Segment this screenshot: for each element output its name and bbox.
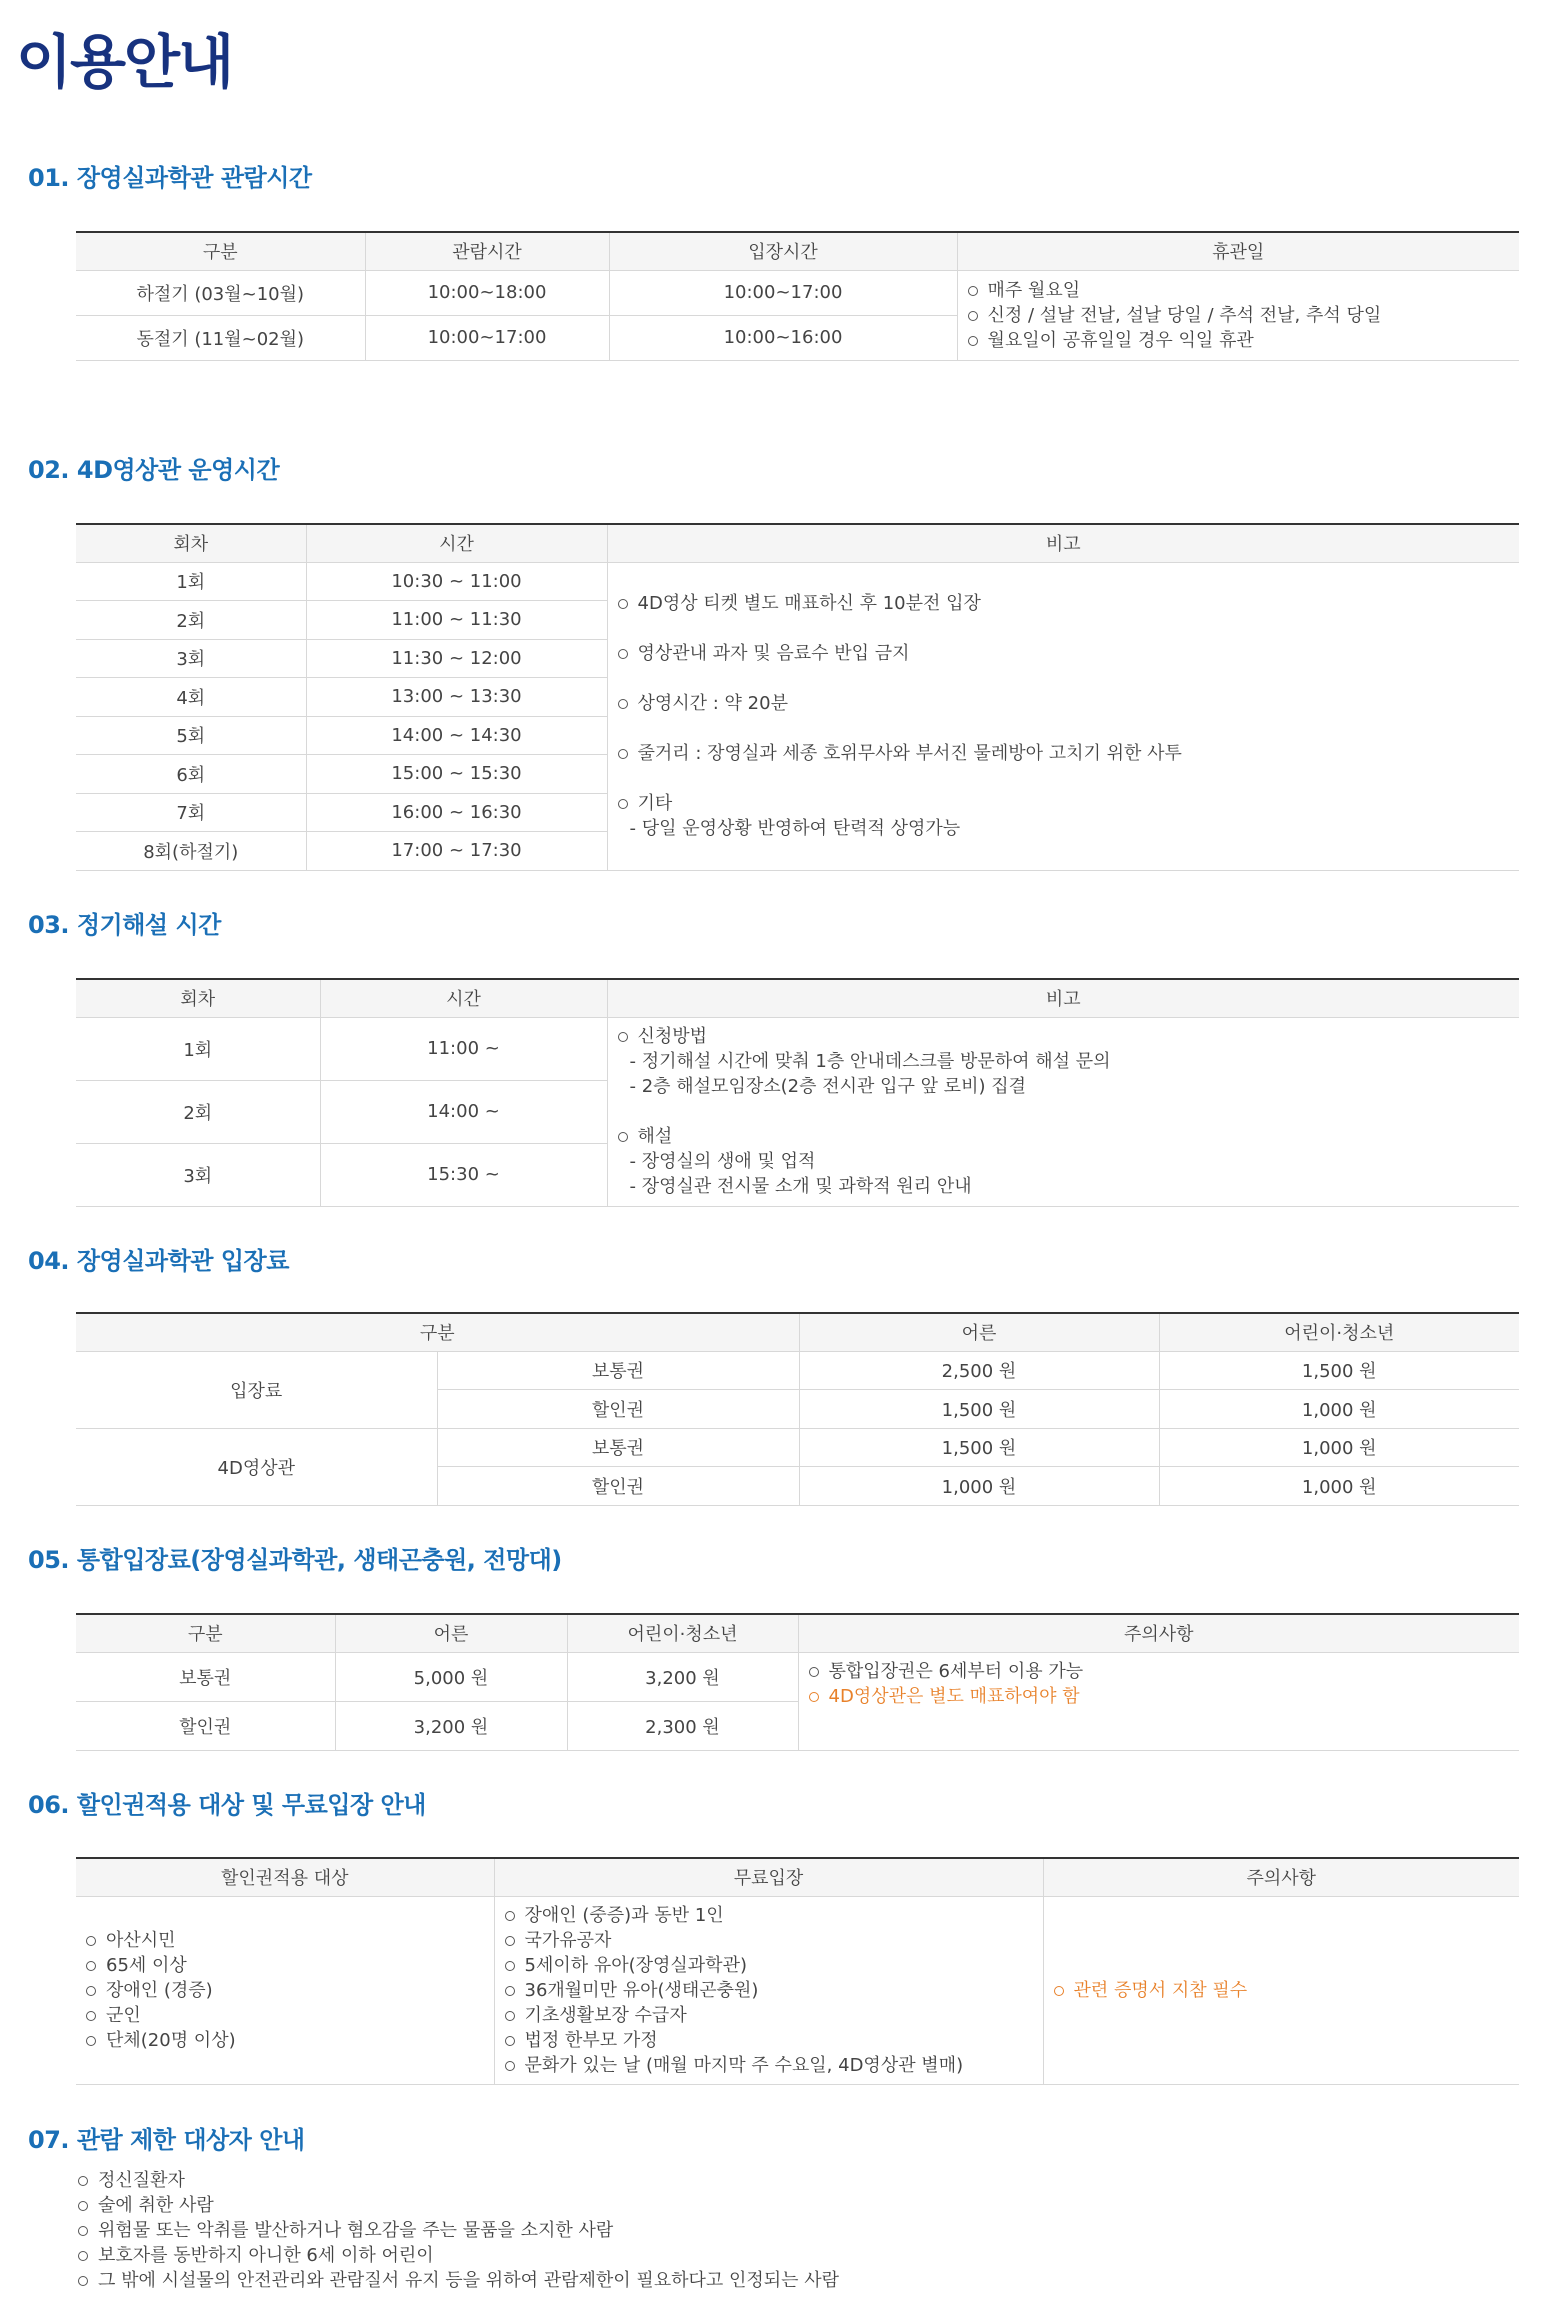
col-header: 시간: [320, 979, 607, 1017]
free-item: 기초생활보장 수급자: [505, 2003, 1043, 2028]
restricted-item: 그 밖에 시설물의 안전관리와 관람질서 유지 등을 위하여 관람제한이 필요하다고 인정되는 사람: [78, 2268, 839, 2293]
free-item: 36개월미만 유아(생태곤충원): [505, 1978, 1043, 2003]
round: 8회(하절기): [76, 832, 306, 871]
table-row: [76, 1428, 1519, 1467]
season-label: 하절기 (03월~10월): [76, 270, 365, 315]
ticket-type: 보통권: [437, 1428, 799, 1467]
section-2-title: 02. 4D영상관 운영시간: [28, 456, 280, 484]
round: 1회: [76, 1017, 320, 1080]
notes-cell: [607, 562, 1519, 870]
time: 15:30 ~: [320, 1143, 607, 1206]
col-header: 어린이·청소년: [1159, 1313, 1519, 1351]
restricted-list: [78, 2168, 839, 2293]
round: 2회: [76, 1080, 320, 1143]
restricted-item: 보호자를 동반하지 아니한 6세 이하 어린이: [78, 2243, 839, 2268]
note-item: 영상관내 과자 및 음료수 반입 금지: [618, 641, 1520, 666]
child-fee: 1,000 원: [1159, 1390, 1519, 1429]
section-4-title: 04. 장영실과학관 입장료: [28, 1247, 289, 1275]
ticket-type: 할인권: [437, 1467, 799, 1506]
col-header: 주의사항: [1043, 1858, 1519, 1896]
time: 11:00 ~ 11:30: [306, 601, 607, 640]
view-time: 10:00~18:00: [365, 270, 609, 315]
col-header: 무료입장: [494, 1858, 1043, 1896]
col-header: 구분: [76, 1313, 799, 1351]
adult-fee: 1,500 원: [799, 1390, 1159, 1429]
child-fee: 1,000 원: [1159, 1428, 1519, 1467]
free-item: 장애인 (중증)과 동반 1인: [505, 1903, 1043, 1928]
time: 14:00 ~: [320, 1080, 607, 1143]
round: 4회: [76, 678, 306, 717]
section-7-header: [28, 2125, 1518, 2155]
note-item: 기타: [618, 791, 1520, 816]
ticket-type: 할인권: [437, 1390, 799, 1429]
time: 17:00 ~ 17:30: [306, 832, 607, 871]
note-item: 줄거리 : 장영실과 세종 호위무사와 부서진 물레방아 고치기 위한 사투: [618, 741, 1520, 766]
note-subitem: - 장영실관 전시물 소개 및 과학적 원리 안내: [629, 1176, 972, 1197]
closed-day-item: 매주 월요일: [968, 278, 1520, 303]
time: 13:00 ~ 13:30: [306, 678, 607, 717]
restricted-item: 술에 취한 사람: [78, 2193, 839, 2218]
col-header: 주의사항: [798, 1614, 1519, 1652]
page-title: 이용안내: [16, 28, 233, 96]
table-row: [76, 270, 1519, 315]
fee-group: 4D영상관: [76, 1428, 437, 1505]
table-row: [76, 1652, 1519, 1701]
note-subitem: - 2층 해설모임장소(2층 전시관 입구 앞 로비) 집결: [629, 1076, 1026, 1097]
season-label: 동절기 (11월~02월): [76, 315, 365, 360]
section-7-title: 07. 관람 제한 대상자 안내: [28, 2126, 305, 2154]
4d-theater-table: [76, 523, 1519, 871]
discount-item: 65세 이상: [86, 1953, 494, 1978]
time: 10:30 ~ 11:00: [306, 562, 607, 601]
section-6-header: [28, 1790, 1518, 1820]
adult-fee: 1,500 원: [799, 1428, 1159, 1467]
table-row: [76, 562, 1519, 601]
col-header: 구분: [76, 1614, 335, 1652]
note-item-highlight: 4D영상관은 별도 매표하여야 함: [809, 1684, 1520, 1709]
child-fee: 2,300 원: [567, 1701, 798, 1750]
free-item: 법정 한부모 가정: [505, 2028, 1043, 2053]
section-3-title: 03. 정기해설 시간: [28, 911, 221, 939]
child-fee: 3,200 원: [567, 1652, 798, 1701]
guided-tour-table: [76, 978, 1519, 1207]
ticket-type: 보통권: [437, 1351, 799, 1390]
entry-time: 10:00~16:00: [609, 315, 957, 360]
round: 7회: [76, 793, 306, 832]
note-subitem: - 정기해설 시간에 맞춰 1층 안내데스크를 방문하여 해설 문의: [629, 1051, 1111, 1072]
discount-item: 단체(20명 이상): [86, 2028, 494, 2053]
table-header-row: [76, 1614, 1519, 1652]
note-subitem: - 당일 운영상황 반영하여 탄력적 상영가능: [629, 818, 961, 839]
view-time: 10:00~17:00: [365, 315, 609, 360]
col-header: 구분: [76, 232, 365, 270]
viewing-hours-table: [76, 231, 1519, 361]
entry-time: 10:00~17:00: [609, 270, 957, 315]
round: 3회: [76, 639, 306, 678]
round: 2회: [76, 601, 306, 640]
combined-ticket-table: [76, 1613, 1519, 1751]
note-item: 신청방법: [618, 1024, 1520, 1049]
caution-cell: [1043, 1896, 1519, 2084]
notes-cell: [607, 1017, 1519, 1206]
discount-list-cell: [76, 1896, 494, 2084]
col-header: 휴관일: [957, 232, 1519, 270]
restricted-item: 정신질환자: [78, 2168, 839, 2193]
round: 6회: [76, 755, 306, 794]
discount-item: 군인: [86, 2003, 494, 2028]
fee-group: 입장료: [76, 1351, 437, 1428]
col-header: 관람시간: [365, 232, 609, 270]
caution-item: 관련 증명서 지참 필수: [1054, 1978, 1520, 2003]
time: 11:30 ~ 12:00: [306, 639, 607, 678]
free-item: 국가유공자: [505, 1928, 1043, 1953]
table-header-row: [76, 1313, 1519, 1351]
section-1-header: [28, 163, 1518, 193]
col-header: 어른: [799, 1313, 1159, 1351]
ticket-type: 할인권: [76, 1701, 335, 1750]
note-item: 4D영상 티켓 별도 매표하신 후 10분전 입장: [618, 591, 1520, 616]
section-6-title: 06. 할인권적용 대상 및 무료입장 안내: [28, 1791, 426, 1819]
round: 1회: [76, 562, 306, 601]
col-header: 회차: [76, 979, 320, 1017]
col-header: 입장시간: [609, 232, 957, 270]
discount-item: 장애인 (경증): [86, 1978, 494, 2003]
section-2-header: [28, 455, 1518, 485]
free-item: 5세이하 유아(장영실과학관): [505, 1953, 1043, 1978]
closed-day-item: 신정 / 설날 전날, 설날 당일 / 추석 전날, 추석 당일: [968, 303, 1520, 328]
col-header: 회차: [76, 524, 306, 562]
time: 15:00 ~ 15:30: [306, 755, 607, 794]
table-header-row: [76, 979, 1519, 1017]
section-1-title: 01. 장영실과학관 관람시간: [28, 164, 312, 192]
note-item: 상영시간 : 약 20분: [618, 691, 1520, 716]
col-header: 어린이·청소년: [567, 1614, 798, 1652]
note-subitem: - 장영실의 생애 및 업적: [629, 1151, 816, 1172]
table-header-row: [76, 524, 1519, 562]
col-header: 비고: [607, 979, 1519, 1017]
child-fee: 1,500 원: [1159, 1351, 1519, 1390]
col-header: 시간: [306, 524, 607, 562]
ticket-type: 보통권: [76, 1652, 335, 1701]
col-header: 비고: [607, 524, 1519, 562]
note-item: 해설: [618, 1124, 1520, 1149]
section-4-header: [28, 1246, 1518, 1276]
discount-item: 아산시민: [86, 1928, 494, 1953]
section-3-header: [28, 910, 1518, 940]
note-item: 통합입장권은 6세부터 이용 가능: [809, 1659, 1520, 1684]
closed-day-item: 월요일이 공휴일일 경우 익일 휴관: [968, 328, 1520, 353]
notes-cell: [798, 1652, 1519, 1750]
adult-fee: 3,200 원: [335, 1701, 567, 1750]
child-fee: 1,000 원: [1159, 1467, 1519, 1506]
round: 3회: [76, 1143, 320, 1206]
table-row: [76, 1017, 1519, 1080]
table-header-row: [76, 232, 1519, 270]
free-list-cell: [494, 1896, 1043, 2084]
col-header: 할인권적용 대상: [76, 1858, 494, 1896]
admission-fee-table: [76, 1312, 1519, 1506]
time: 11:00 ~: [320, 1017, 607, 1080]
restricted-item: 위험물 또는 악취를 발산하거나 혐오감을 주는 물품을 소지한 사람: [78, 2218, 839, 2243]
col-header: 어른: [335, 1614, 567, 1652]
time: 14:00 ~ 14:30: [306, 716, 607, 755]
section-5-header: [28, 1545, 1518, 1575]
adult-fee: 5,000 원: [335, 1652, 567, 1701]
adult-fee: 1,000 원: [799, 1467, 1159, 1506]
free-item: 문화가 있는 날 (매월 마지막 주 수요일, 4D영상관 별매): [505, 2053, 1043, 2078]
table-row: [76, 1351, 1519, 1390]
time: 16:00 ~ 16:30: [306, 793, 607, 832]
table-row: [76, 1896, 1519, 2084]
discount-free-table: [76, 1857, 1519, 2085]
round: 5회: [76, 716, 306, 755]
adult-fee: 2,500 원: [799, 1351, 1159, 1390]
closed-days-cell: [957, 270, 1519, 360]
section-5-title: 05. 통합입장료(장영실과학관, 생태곤충원, 전망대): [28, 1546, 562, 1574]
table-header-row: [76, 1858, 1519, 1896]
